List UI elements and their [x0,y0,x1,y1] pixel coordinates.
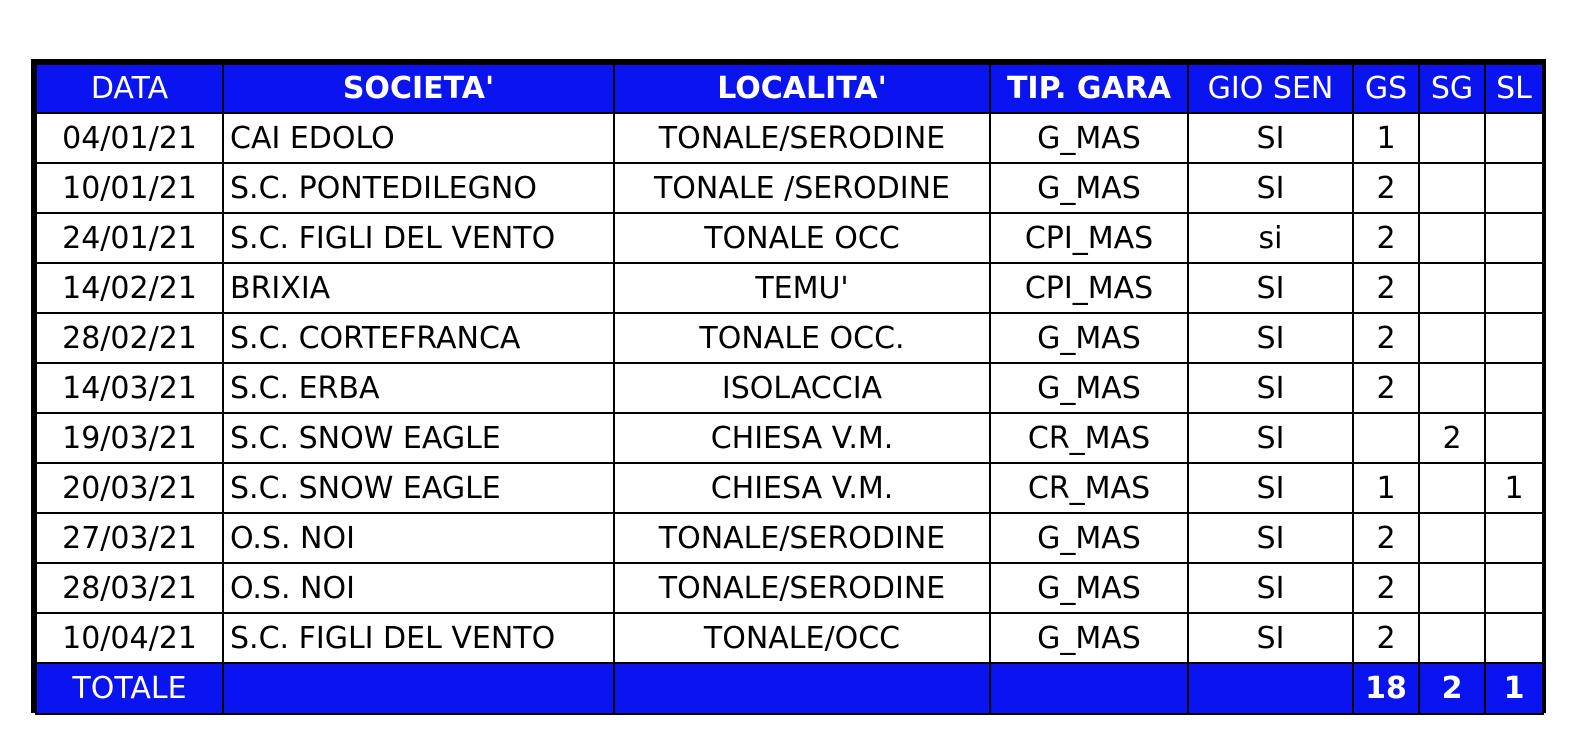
cell-gio-sen: SI [1188,563,1353,613]
cell-localita: CHIESA V.M. [614,463,990,513]
cell-sl [1485,263,1543,313]
cell-gs: 2 [1353,213,1419,263]
cell-sl [1485,563,1543,613]
cell-sg [1419,263,1485,313]
table-row [36,463,1543,513]
cell-localita: ISOLACCIA [614,363,990,413]
cell-localita: TONALE /SERODINE [614,163,990,213]
table-row [36,263,1543,313]
table-body [36,113,1543,663]
totals-gs: 18 [1353,663,1419,714]
cell-sl [1485,363,1543,413]
cell-gs: 2 [1353,363,1419,413]
cell-tip-gara: CR_MAS [990,463,1188,513]
cell-gio-sen: SI [1188,513,1353,563]
cell-localita: TONALE OCC [614,213,990,263]
cell-gs [1353,413,1419,463]
cell-tip-gara: G_MAS [990,313,1188,363]
cell-tip-gara: CPI_MAS [990,263,1188,313]
table-row [36,213,1543,263]
cell-data: 14/03/21 [36,363,223,413]
cell-sl [1485,413,1543,463]
cell-localita: CHIESA V.M. [614,413,990,463]
cell-sg [1419,213,1485,263]
cell-societa: S.C. FIGLI DEL VENTO [223,213,614,263]
cell-tip-gara: CPI_MAS [990,213,1188,263]
table-row [36,513,1543,563]
header-sg: SG [1419,64,1485,113]
totals-sl: 1 [1485,663,1543,714]
table-row [36,363,1543,413]
cell-sl [1485,313,1543,363]
totals-empty-tip-gara [990,663,1188,714]
totals-label: TOTALE [36,663,223,714]
cell-gio-sen: SI [1188,163,1353,213]
cell-sg [1419,563,1485,613]
cell-data: 04/01/21 [36,113,223,163]
cell-gs: 2 [1353,613,1419,663]
cell-sg [1419,363,1485,413]
cell-gio-sen: SI [1188,463,1353,513]
cell-data: 28/02/21 [36,313,223,363]
cell-gio-sen: si [1188,213,1353,263]
cell-tip-gara: G_MAS [990,113,1188,163]
cell-data: 20/03/21 [36,463,223,513]
totals-empty-societa [223,663,614,714]
cell-societa: S.C. PONTEDILEGNO [223,163,614,213]
header-localita: LOCALITA' [614,64,990,113]
cell-tip-gara: G_MAS [990,563,1188,613]
cell-gio-sen: SI [1188,363,1353,413]
table-footer [36,663,1543,714]
header-societa: SOCIETA' [223,64,614,113]
cell-societa: S.C. SNOW EAGLE [223,413,614,463]
cell-data: 10/04/21 [36,613,223,663]
cell-sg [1419,113,1485,163]
cell-sl: 1 [1485,463,1543,513]
cell-localita: TONALE/SERODINE [614,513,990,563]
table-row [36,563,1543,613]
cell-localita: TEMU' [614,263,990,313]
totals-sg: 2 [1419,663,1485,714]
race-results-table [35,63,1544,715]
cell-data: 10/01/21 [36,163,223,213]
header-row [36,64,1543,113]
cell-tip-gara: G_MAS [990,513,1188,563]
cell-gio-sen: SI [1188,413,1353,463]
header-gio-sen: GIO SEN [1188,64,1353,113]
cell-societa: O.S. NOI [223,513,614,563]
cell-societa: S.C. CORTEFRANCA [223,313,614,363]
cell-gio-sen: SI [1188,263,1353,313]
table-row [36,413,1543,463]
table-row [36,113,1543,163]
cell-tip-gara: G_MAS [990,613,1188,663]
cell-sg [1419,313,1485,363]
cell-gio-sen: SI [1188,113,1353,163]
table-row [36,313,1543,363]
cell-societa: S.C. FIGLI DEL VENTO [223,613,614,663]
cell-localita: TONALE OCC. [614,313,990,363]
cell-gio-sen: SI [1188,613,1353,663]
cell-sg [1419,513,1485,563]
table-row [36,613,1543,663]
cell-tip-gara: G_MAS [990,363,1188,413]
totals-row [36,663,1543,714]
header-data: DATA [36,64,223,113]
cell-localita: TONALE/SERODINE [614,113,990,163]
cell-data: 27/03/21 [36,513,223,563]
cell-localita: TONALE/SERODINE [614,563,990,613]
cell-gs: 2 [1353,163,1419,213]
table-header [36,64,1543,113]
race-results-sheet [31,59,1546,713]
cell-tip-gara: G_MAS [990,163,1188,213]
cell-gio-sen: SI [1188,313,1353,363]
cell-tip-gara: CR_MAS [990,413,1188,463]
cell-sl [1485,213,1543,263]
cell-gs: 1 [1353,463,1419,513]
cell-data: 14/02/21 [36,263,223,313]
cell-localita: TONALE/OCC [614,613,990,663]
cell-sl [1485,163,1543,213]
cell-societa: S.C. ERBA [223,363,614,413]
cell-societa: S.C. SNOW EAGLE [223,463,614,513]
cell-societa: BRIXIA [223,263,614,313]
table-row [36,163,1543,213]
cell-gs: 2 [1353,563,1419,613]
cell-sg [1419,463,1485,513]
header-sl: SL [1485,64,1543,113]
cell-gs: 2 [1353,313,1419,363]
cell-gs: 2 [1353,263,1419,313]
header-gs: GS [1353,64,1419,113]
cell-sg [1419,613,1485,663]
cell-societa: CAI EDOLO [223,113,614,163]
cell-sl [1485,613,1543,663]
cell-sl [1485,513,1543,563]
header-tip-gara: TIP. GARA [990,64,1188,113]
cell-gs: 1 [1353,113,1419,163]
cell-sg [1419,163,1485,213]
cell-gs: 2 [1353,513,1419,563]
cell-sl [1485,113,1543,163]
cell-sg: 2 [1419,413,1485,463]
totals-empty-localita [614,663,990,714]
totals-empty-gio-sen [1188,663,1353,714]
cell-data: 28/03/21 [36,563,223,613]
cell-societa: O.S. NOI [223,563,614,613]
cell-data: 24/01/21 [36,213,223,263]
cell-data: 19/03/21 [36,413,223,463]
